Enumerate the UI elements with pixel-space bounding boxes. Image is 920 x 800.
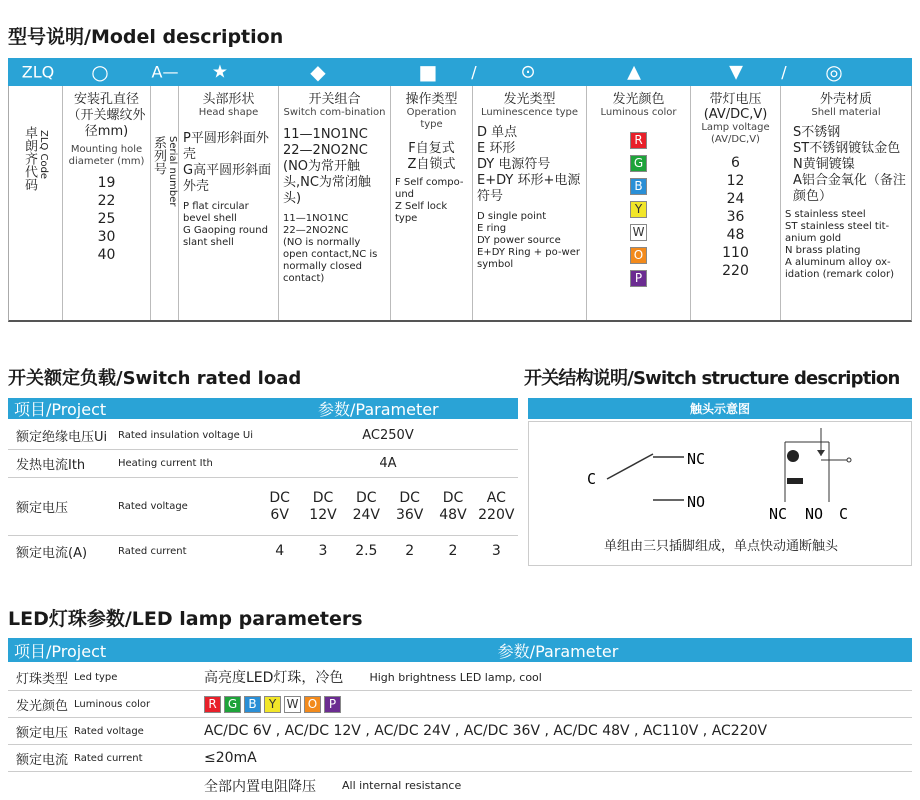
diagram-label-no: NO — [687, 493, 706, 511]
diagram-pin-no: NO — [805, 505, 824, 523]
rated-current-cn: 额定电流(A) — [16, 545, 88, 561]
model-section-title: 型号说明/Model description — [8, 26, 284, 48]
rated-voltage-value: AC 220V — [478, 489, 515, 523]
diagram-pin-nc: NC — [769, 505, 788, 523]
hole-value: 19 — [97, 175, 116, 191]
color-swatch: W — [630, 224, 647, 241]
rated-current-value: 2 — [405, 542, 415, 559]
led-header — [8, 638, 912, 662]
rated-head-item: 项目/Project — [14, 400, 107, 419]
led-row-en: Led type — [74, 671, 118, 683]
rated-row-cn: 额定绝缘电压Ui — [16, 430, 108, 445]
rated-header — [8, 398, 518, 419]
led-row-label — [8, 695, 204, 714]
lamp-voltage-value: 36 — [726, 209, 745, 225]
rated-row-value: AC250V — [362, 428, 414, 443]
head-cn: 头部形状 — [202, 92, 255, 107]
led-row-value-cell — [204, 750, 912, 766]
diagram-contact-dot — [787, 450, 799, 462]
led-row-label — [8, 749, 204, 768]
model-grid — [8, 86, 912, 322]
led-row-value: 高亮度LED灯珠，冷色 — [204, 670, 344, 686]
head-body-cn: P平圆形斜面外壳 G高平圆形斜面外壳 — [183, 131, 272, 194]
hole-value: 30 — [97, 229, 116, 245]
code-a: A— — [151, 62, 179, 82]
voltage-cn: 带灯电压(AV/DC,V) — [703, 92, 768, 122]
rated-row-en: Rated insulation voltage Ui — [118, 430, 253, 441]
rated-current-value: 2.5 — [355, 542, 378, 559]
rated-current-value: 4 — [275, 542, 285, 559]
code-slash: / — [471, 62, 477, 82]
col-head — [179, 86, 279, 320]
rated-row-current — [8, 536, 518, 566]
col-switch — [279, 86, 391, 320]
rated-voltage-value: DC 12V — [309, 489, 337, 523]
code-square-icon: ■ — [418, 60, 438, 84]
diagram-lever — [607, 454, 653, 479]
rated-row-insulation — [8, 422, 518, 450]
color-en: Luminous color — [600, 107, 677, 118]
led-section-title: LED灯珠参数/LED lamp parameters — [8, 608, 363, 630]
lamp-voltage-value: 220 — [722, 263, 749, 279]
rated-row-cn: 发热电流Ith — [16, 458, 86, 473]
operation-body-cn: F自复式 Z自锁式 — [407, 141, 456, 172]
rated-voltage-value: DC 6V — [269, 489, 290, 523]
code-dot-circle-icon: ⊙ — [520, 61, 536, 83]
structure-section-title: 开关结构说明/Switch structure description — [524, 368, 900, 389]
lamp-voltage-value: 24 — [726, 191, 745, 207]
color-swatch: G — [630, 155, 647, 172]
color-swatches — [591, 129, 686, 290]
model-code-bar — [8, 58, 912, 86]
led-color-swatch: O — [304, 696, 321, 713]
col-color — [587, 86, 691, 320]
color-swatch: O — [630, 247, 647, 264]
rated-voltage-en: Rated voltage — [118, 501, 188, 512]
color-swatch: P — [630, 270, 647, 287]
led-color-swatch: G — [224, 696, 241, 713]
led-row — [8, 772, 912, 799]
switch-cn: 开关组合 — [308, 92, 361, 107]
led-color-swatch: B — [244, 696, 261, 713]
hole-en: Mounting hole diameter (mm) — [68, 144, 145, 167]
led-color-swatch: Y — [264, 696, 281, 713]
switch-body-cn: 11—1NO1NC 22—2NO2NC (NO为常开触头,NC为常闭触头) — [283, 127, 371, 206]
diagram-label-c: C — [587, 470, 597, 488]
serial-cn: 系列号 — [151, 136, 166, 175]
led-color-swatch: P — [324, 696, 341, 713]
head-body-en: P flat circular bevel shell G Gaoping round slant shell — [183, 201, 268, 248]
rated-row-value: 4A — [379, 456, 397, 471]
hole-value: 40 — [97, 247, 116, 263]
rated-row-voltage — [8, 478, 518, 536]
led-row-value: 全部内置电阻降压 — [204, 778, 316, 795]
col-brand — [9, 86, 63, 320]
led-row-value-cell — [204, 776, 912, 796]
shell-en: Shell material — [811, 107, 881, 118]
rated-voltage-cn: 额定电压 — [16, 501, 69, 516]
led-row-cn: 发光颜色 — [16, 698, 69, 714]
led-row-en: Rated voltage — [74, 725, 144, 737]
led-head-item: 项目/Project — [14, 641, 107, 661]
col-serial — [151, 86, 179, 320]
led-row-value: ≤20mA — [204, 750, 257, 766]
code-star-icon: ★ — [211, 61, 229, 83]
rated-section-title: 开关额定负载/Switch rated load — [8, 368, 302, 389]
led-row-value-en: All internal resistance — [342, 779, 462, 792]
col-light — [473, 86, 587, 320]
structure-caption: 单组由三只插脚组成，单点快动通断触头 — [603, 539, 838, 554]
led-row — [8, 745, 912, 772]
operation-cn: 操作类型 — [405, 92, 458, 107]
led-row — [8, 664, 912, 691]
led-row-label — [8, 722, 204, 741]
rated-current-values — [258, 543, 518, 560]
voltage-en: Lamp voltage (AV/DC,V) — [701, 122, 770, 145]
code-circle-icon: ○ — [91, 60, 109, 84]
lamp-voltage-value: 6 — [731, 155, 740, 171]
led-head-param: 参数/Parameter — [497, 641, 619, 661]
switch-en: Switch com-bination — [283, 107, 386, 118]
operation-en: Operation type — [406, 107, 457, 130]
led-row-value: AC/DC 6V , AC/DC 12V , AC/DC 24V , AC/DC 36V , AC/DC 48V , AC110V , AC220V — [204, 723, 768, 739]
light-body-en: D single point E ring DY power source E+DY Ring + po-wer symbol — [477, 211, 580, 270]
code-double-circle-icon: ◎ — [825, 60, 843, 84]
hole-cn: 安装孔直径（开关螺纹外径mm) — [67, 92, 146, 139]
color-cn: 发光颜色 — [612, 92, 665, 107]
diagram-contact-bar — [787, 478, 803, 484]
hole-value: 25 — [97, 211, 116, 227]
color-swatch: Y — [630, 201, 647, 218]
led-color-swatch: W — [284, 696, 301, 713]
led-row-value-cell — [204, 723, 912, 739]
led-row-value-en: High brightness LED lamp, cool — [369, 670, 542, 684]
hole-value: 22 — [97, 193, 116, 209]
rated-voltage-value: DC 48V — [439, 489, 467, 523]
col-hole — [63, 86, 151, 320]
lamp-voltage-value: 48 — [726, 227, 745, 243]
led-row — [8, 691, 912, 718]
rated-current-value: 3 — [491, 542, 501, 559]
rated-current-value: 3 — [318, 542, 328, 559]
brand-en: ZLQ Code — [38, 130, 49, 180]
lamp-voltage-value: 12 — [726, 173, 745, 189]
led-row-cn: 额定电压 — [16, 725, 69, 741]
switch-body-en: 11—1NO1NC 22—2NO2NC (NO is normally open contact,NC is normally closed contact) — [283, 213, 378, 284]
led-color-swatch: R — [204, 696, 221, 713]
code-diamond-icon: ◆ — [310, 60, 326, 84]
serial-en: Serial number — [167, 136, 178, 207]
rated-head-param: 参数/Parameter — [318, 400, 439, 419]
color-swatch: B — [630, 178, 647, 195]
code-triangle-up-icon: ▲ — [627, 61, 641, 83]
code-triangle-down-icon: ▼ — [729, 61, 743, 83]
rated-current-en: Rated current — [118, 545, 187, 557]
diagram-terminal — [847, 458, 851, 462]
light-cn: 发光类型 — [503, 92, 556, 107]
head-en: Head shape — [198, 107, 259, 118]
col-shell — [781, 86, 911, 320]
lamp-voltage-value: 110 — [722, 245, 749, 261]
rated-row-en: Heating current Ith — [118, 458, 213, 469]
led-row-label — [8, 668, 204, 687]
rated-current-value: 2 — [448, 542, 458, 559]
shell-body-cn: S不锈钢 ST不锈钢镀钛金色 N黄铜镀镍 A铝合金氧化（备注颜色） — [793, 125, 906, 204]
led-row — [8, 718, 912, 745]
rated-row-heating — [8, 450, 518, 478]
diagram-label-nc: NC — [687, 450, 706, 468]
led-row-en: Luminous color — [74, 698, 151, 710]
rated-voltage-values — [258, 490, 518, 524]
brand-cn: 卓朗齐代码 — [22, 126, 37, 191]
led-row-value-cell — [204, 694, 912, 715]
led-row-cn: 额定电流 — [16, 752, 69, 768]
diagram-arrow-icon — [817, 450, 825, 456]
led-row-en: Rated current — [74, 752, 143, 764]
code-zlq: ZLQ — [21, 62, 55, 82]
structure-header: 触头示意图 — [528, 398, 912, 419]
rated-voltage-value: DC 36V — [395, 489, 424, 523]
hole-values — [67, 174, 146, 264]
color-swatch: R — [630, 132, 647, 149]
col-operation — [391, 86, 473, 320]
led-row-cn: 灯珠类型 — [16, 671, 69, 687]
rated-voltage-value: DC 24V — [352, 489, 381, 523]
code-slash-2: / — [781, 62, 787, 82]
light-en: Luminescence type — [480, 107, 579, 118]
led-row-value-cell — [204, 667, 912, 687]
shell-cn: 外壳材质 — [819, 92, 872, 107]
col-voltage — [691, 86, 781, 320]
structure-diagram — [528, 421, 912, 566]
operation-body-en: F Self compo-und Z Self lock type — [395, 177, 464, 224]
voltage-values — [695, 154, 776, 280]
diagram-pin-c: C — [839, 505, 849, 523]
shell-body-en: S stainless steel ST stainless steel tit-anium gold N brass plating A aluminum alloy ox-idation (remark color) — [785, 209, 895, 280]
light-body-cn: D 单点 E 环形 DY 电源符号 E+DY 环形+电源符号 — [477, 125, 581, 204]
